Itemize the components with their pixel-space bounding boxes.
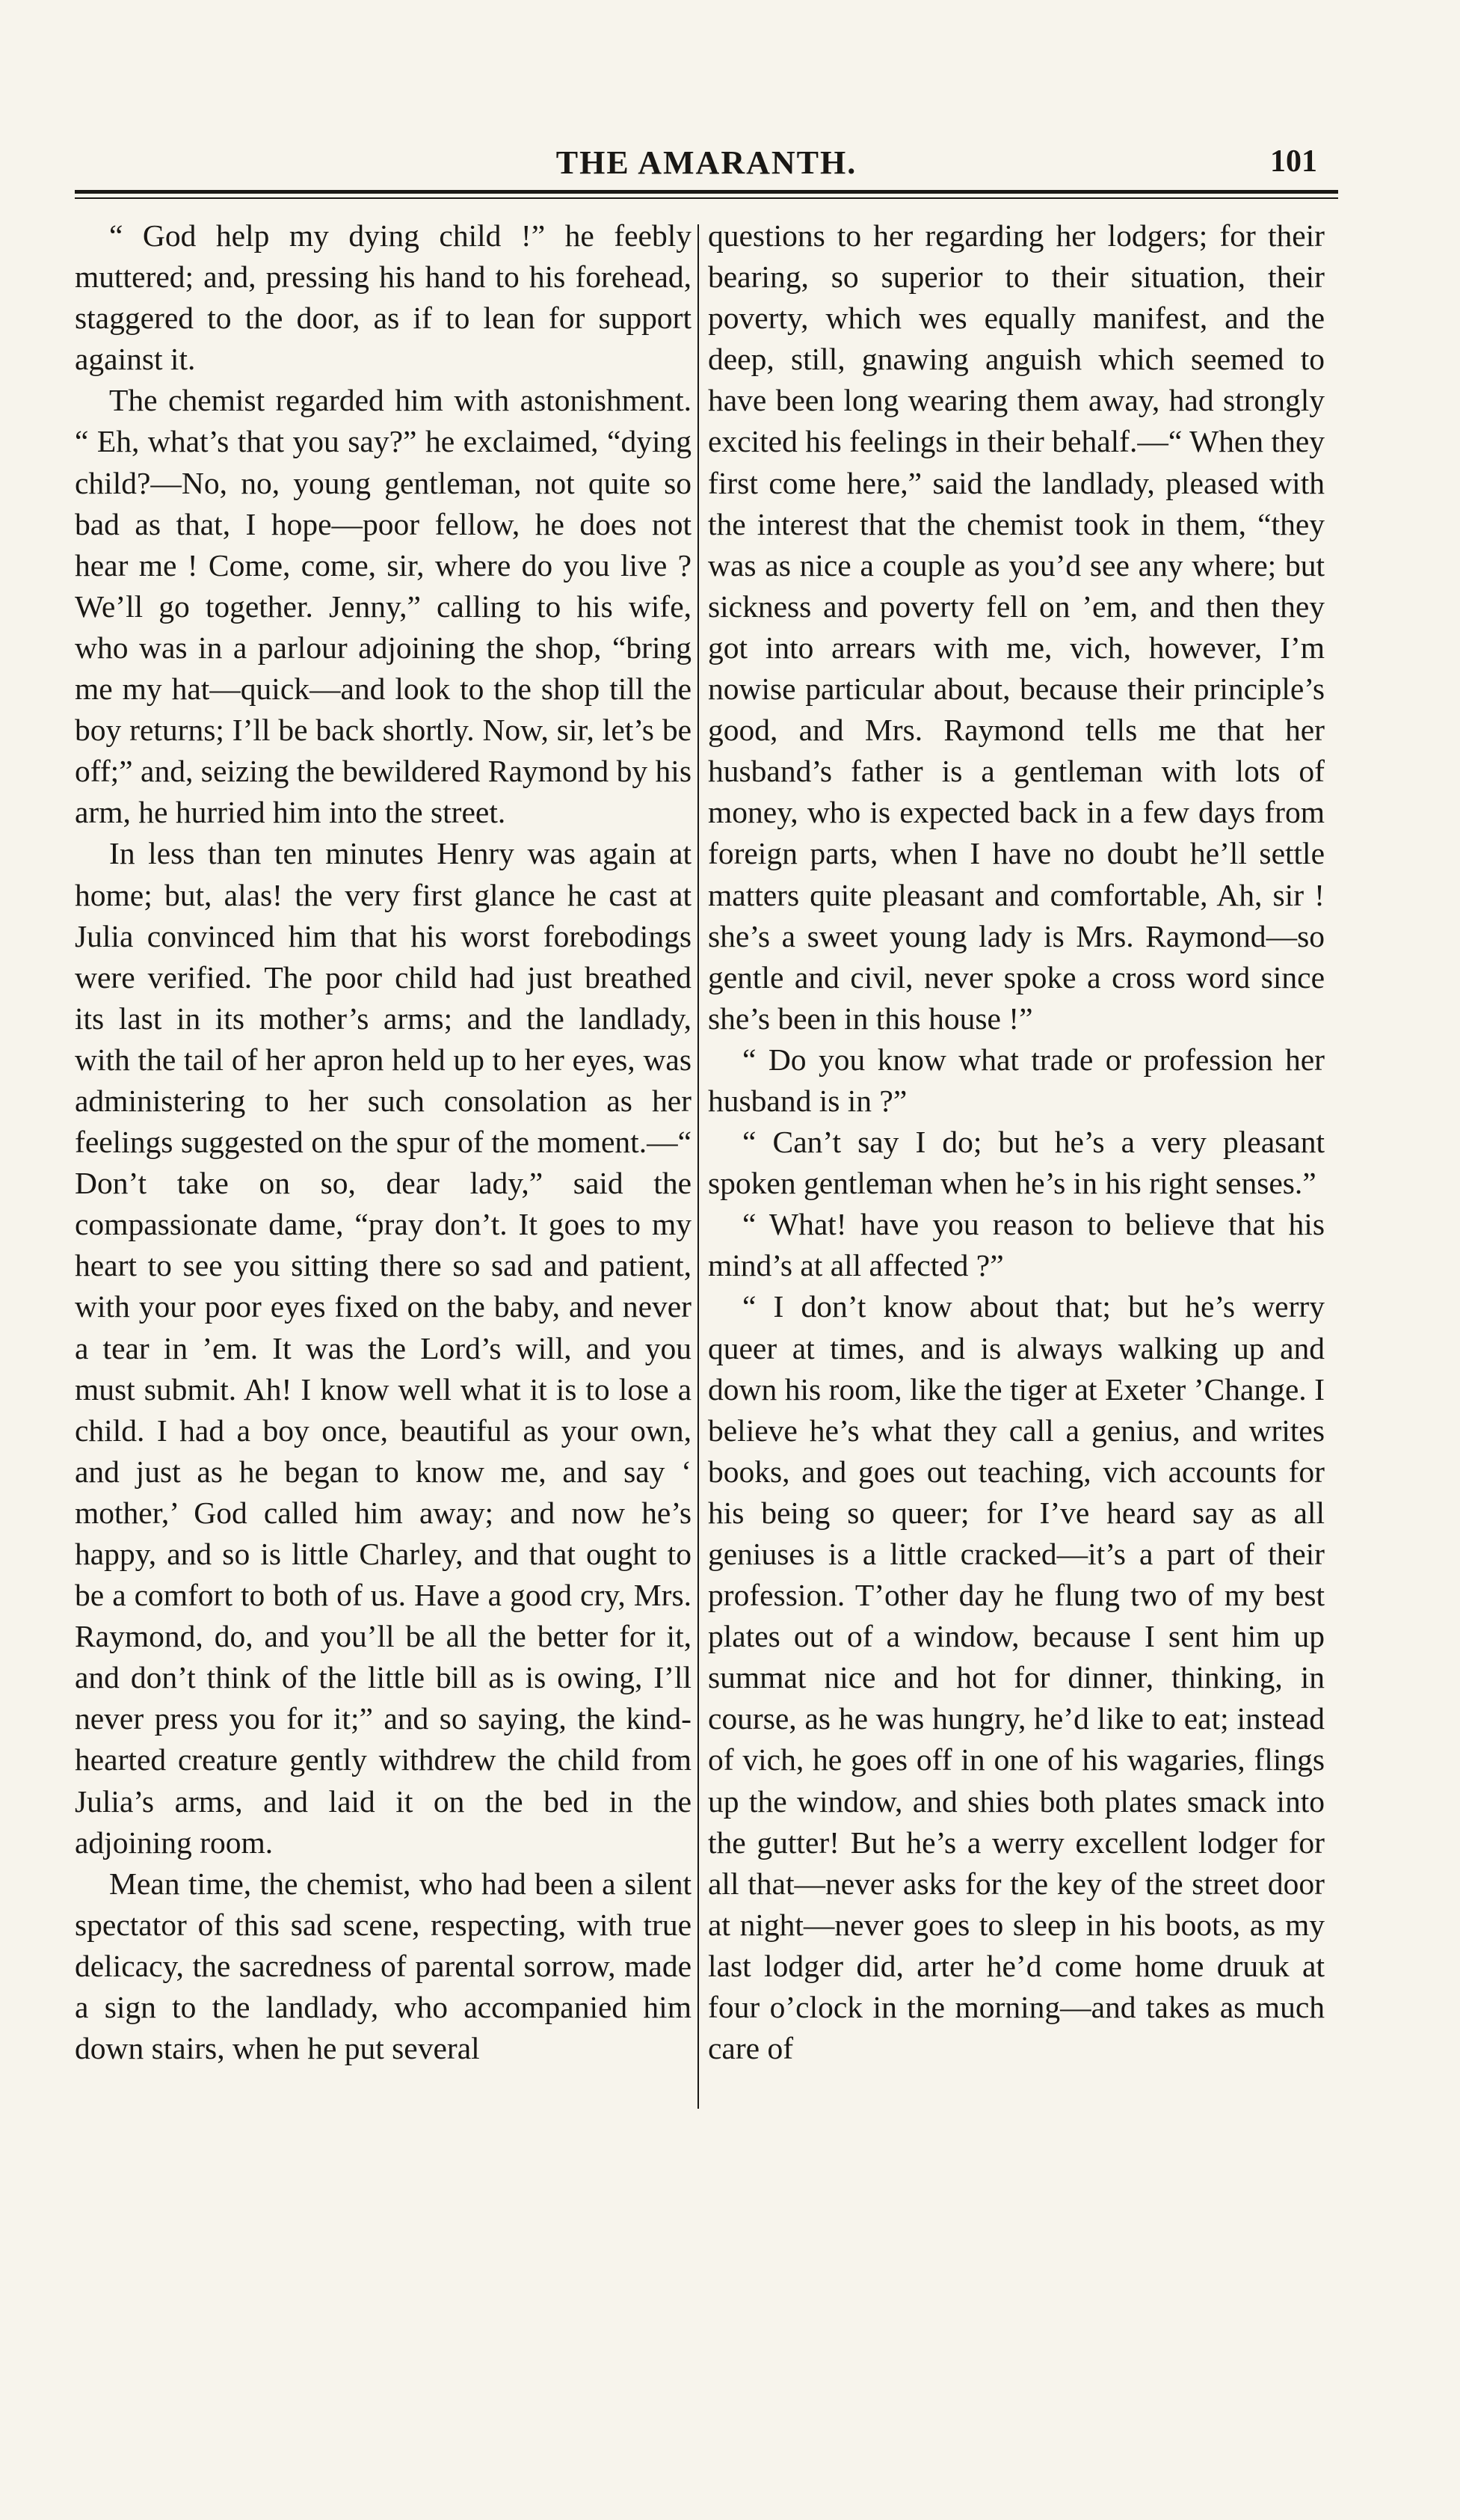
paragraph: “ God help my dying child !” he feebly muttered; and, pressing his hand to his forehead, staggered to the door, as if to lean for support against it. [75,218,692,377]
paragraph: In less than ten minutes Henry was again at home; but, alas! the very first glance he cast at Julia convinced him that his worst forebodings were verified. The poor child had just breathed its last in its mother’s arms; and the landlady, with the tail of her apron held up to her eyes, was administering to her such consolation as her feelings suggested on the spur of the moment.—“ Don’t take on so, dear lady,” said the compassionate dame, “pray don’t. It goes to my heart to see you sitting there so sad and patient, with your poor eyes fixed on the baby, and never a tear in ’em. It was the Lord’s will, and you must submit. Ah! I know well what it is to lose a child. I had a boy once, beautiful as your own, and just as he began to know me, and say ‘ mother,’ God called him away; and now he’s happy, and so is little Charley, and that ought to be a comfort to both of us. Have a good cry, Mrs. Raymond, do, and you’ll be all the better for it, and don’t think of the little bill as is owing, I’ll never press you for it;” and so saying, the kind-hearted creature gently withdrew the child from Julia’s arms, and laid it on the bed in the adjoining room. [75,836,692,1860]
paragraph: Mean time, the chemist, who had been a silent spectator of this sad scene, respecting, with true delicacy, the sacredness of parental sorrow, made a sign to the landlady, who accompanied him down stairs, when he put several [75,1866,692,2066]
paragraph: The chemist regarded him with astonishment. “ Eh, what’s that you say?” he exclaimed, “dying child?—No, no, young gentleman, not quite so bad as that, I hope—poor fellow, he does not hear me ! Come, come, sir, where do you live ? We’ll go together. Jenny,” calling to his wife, who was in a parlour adjoining the shop, “bring me my hat—quick—and look to the shop till the boy returns; I’ll be back shortly. Now, sir, let’s be off;” and, seizing the bewildered Raymond by his arm, he hurried him into the street. [75,383,692,830]
page-header [75,144,1338,188]
right-column [708,215,1325,2354]
header-rule-thin [75,197,1338,199]
column-divider [697,224,699,2109]
paragraph: “ What! have you reason to believe that his mind’s at all affected ?” [708,1207,1325,1283]
paragraph: questions to her regarding her lodgers; for their bearing, so superior to their situation, their poverty, which wes equally manifest, and the deep, still, gnawing anguish which seemed to have been long wearing them away, had strongly excited his feelings in their behalf.—“ When they first come here,” said the landlady, pleased with the interest that the chemist took in them, “they was as nice a couple as you’d see any where; but sickness and poverty fell on ’em, and then they got into arrears with me, vich, however, I’m nowise particular about, because their principle’s good, and Mrs. Raymond tells me that her husband’s father is a gentleman with lots of money, who is expected back in a few days from foreign parts, when I have no doubt he’ll settle matters quite pleasant and comfortable, Ah, sir ! she’s a sweet young lady is Mrs. Raymond—so gentle and civil, never spoke a cross word since she’s been in this house !” [708,218,1325,1036]
paragraph: “ I don’t know about that; but he’s werry queer at times, and is always walking up and down his room, like the tiger at Exeter ’Change. I believe he’s what they call a genius, and writes books, and goes out teaching, vich accounts for his being so queer; for I’ve heard say as all geniuses is a little cracked—it’s a part of their profession. T’other day he flung two of my best plates out of a window, because I sent him up summat nice and hot for dinner, thinking, in course, as he was hungry, he’d like to eat; instead of vich, he goes off in one of his wagaries, flings up the window, and shies both plates smack into the gutter! But he’s a werry excellent lodger for all that—never asks for the key of the street door at night—never goes to sleep in his boots, as my last lodger did, arter he’d come home druuk at four o’clock in the morning—and takes as much care of [708,1289,1325,2066]
page-number: 101 [1270,144,1317,179]
header-rule-thick [75,190,1338,194]
left-column [75,215,692,2354]
paragraph: “ Do you know what trade or profession her husband is in ?” [708,1042,1325,1118]
paragraph: “ Can’t say I do; but he’s a very pleasant spoken gentleman when he’s in his right senses.” [708,1125,1325,1201]
running-title: THE AMARANTH. [555,144,857,181]
